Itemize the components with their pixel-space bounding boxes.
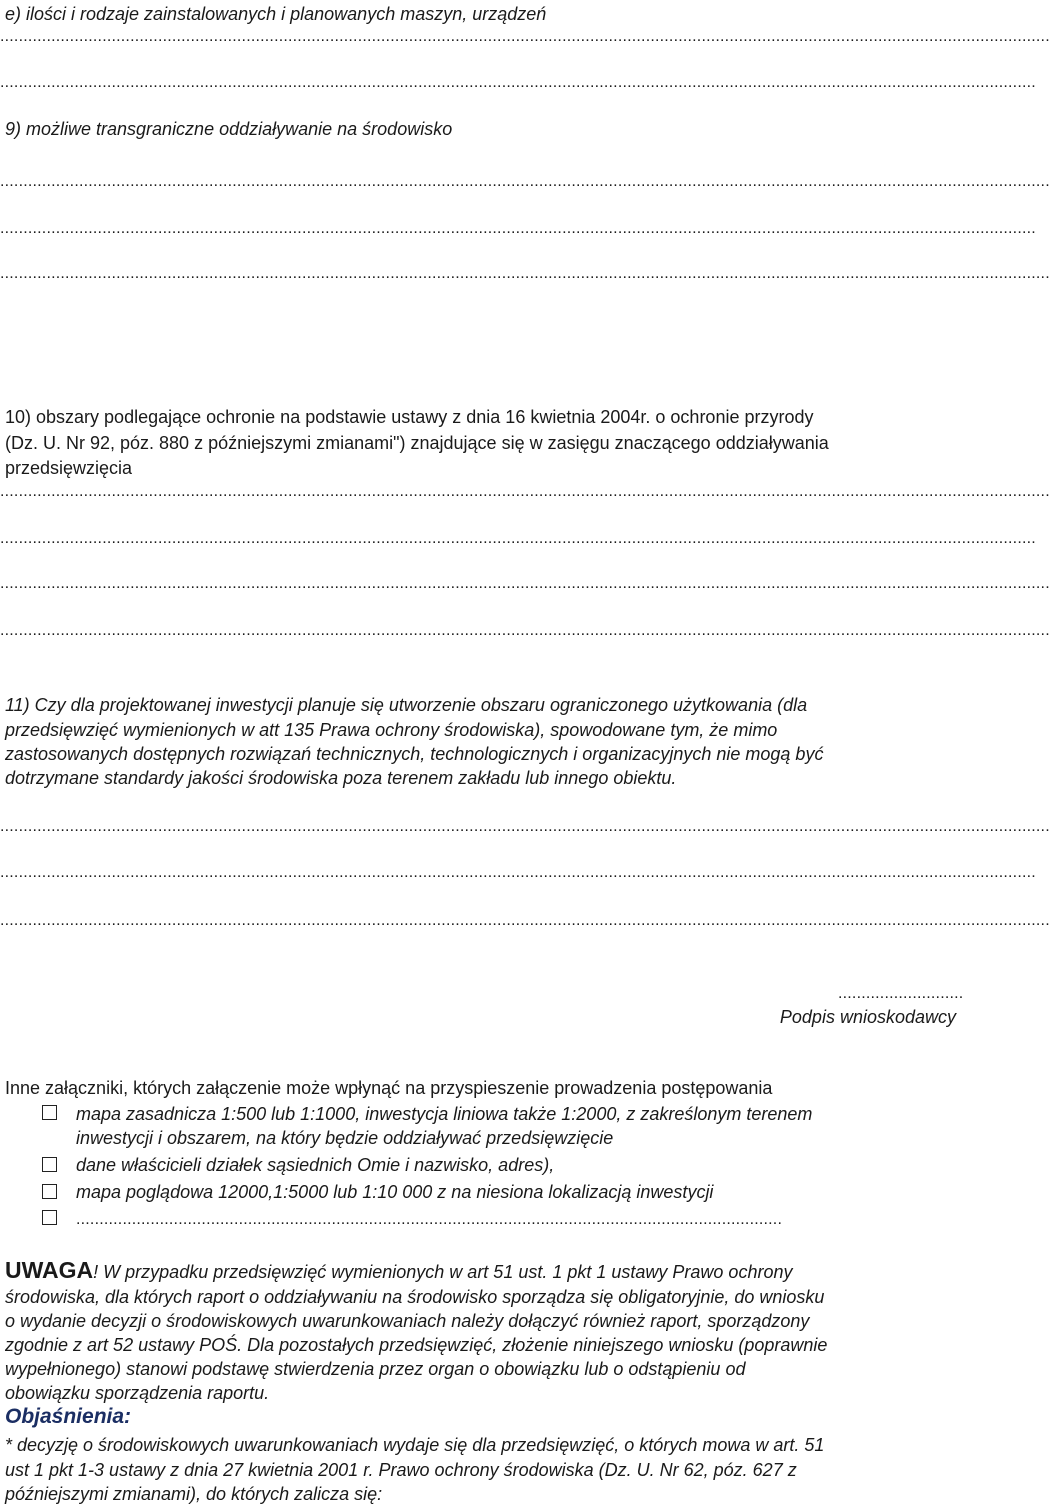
checkbox-icon[interactable] — [42, 1210, 57, 1225]
answer-line[interactable]: ............................................................................................................................................................................................................................... — [0, 74, 1036, 91]
checkbox-icon[interactable] — [42, 1105, 57, 1120]
section-10-heading-cont: (Dz. U. Nr 92, póz. 880 z późniejszymi zmianami") znajdujące się w zasięgu znaczącego oddziaływania — [5, 433, 829, 453]
answer-line[interactable]: .................................................................................................................................................................................................................................. — [0, 818, 1050, 835]
uwaga-text: obowiązku sporządzenia raportu. — [5, 1383, 270, 1403]
answer-line[interactable]: .................................................................................................................................................................................................................................. — [0, 912, 1050, 929]
signature-line[interactable]: ........................... — [838, 985, 964, 1002]
attachment-item-label: dane właścicieli działek sąsiednich Omie i nazwisko, adres), — [76, 1155, 555, 1175]
answer-line[interactable]: .................................................................................................................................................................................................................................. — [0, 575, 1050, 592]
checkbox-icon[interactable] — [42, 1157, 57, 1172]
attachments-heading: Inne załączniki, których załączenie może wpłynąć na przyspieszenie prowadzenia postępowania — [5, 1078, 773, 1098]
uwaga-text: o wydanie decyzji o środowiskowych uwarunkowaniach należy dołączyć również raport, sporządzony — [5, 1311, 810, 1331]
answer-line[interactable]: .................................................................................................................................................................................................................................. — [0, 622, 1050, 639]
checkbox-icon[interactable] — [42, 1184, 57, 1199]
section-10-heading-cont: przedsięwzięcia — [5, 458, 133, 478]
objasnienia-text: * decyzję o środowiskowych uwarunkowaniach wydaje się dla przedsięwzięć, o których mowa w art. 51 — [5, 1435, 825, 1455]
attachment-item-other-line[interactable]: ........................................................................................................................................................ — [76, 1211, 783, 1228]
answer-line[interactable]: .................................................................................................................................................................................................................................. — [0, 265, 1050, 282]
signature-label: Podpis wnioskodawcy — [779, 1007, 956, 1027]
section-9-heading: 9) możliwe transgraniczne oddziaływanie na środowisko — [5, 119, 453, 139]
answer-line[interactable]: ............................................................................................................................................................................................................................... — [0, 220, 1036, 237]
objasnienia-text: ust 1 pkt 1-3 ustawy z dnia 27 kwietnia 2001 r. Prawo ochrony środowiska (Dz. U. Nr 62, póz. 627 z — [5, 1460, 797, 1480]
section-10-heading: 10) obszary podlegające ochronie na podstawie ustawy z dnia 16 kwietnia 2004r. o ochronie przyrody — [5, 407, 814, 427]
section-11-heading-cont: dotrzymane standardy jakości środowiska poza terenem zakładu lub innego obiektu. — [5, 768, 677, 788]
section-11-heading-cont: przedsięwzięć wymienionych w att 135 Prawa ochrony środowiska), spowodowane tym, że mimo — [5, 720, 778, 740]
answer-line[interactable]: .................................................................................................................................................................................................................................. — [0, 483, 1050, 500]
objasnienia-heading: Objaśnienia: — [5, 1405, 132, 1428]
answer-line[interactable]: .................................................................................................................................................................................................................................. — [0, 28, 1050, 45]
uwaga-line — [5, 1257, 792, 1285]
section-e-heading: e) ilości i rodzaje zainstalowanych i planowanych maszyn, urządzeń — [5, 4, 547, 24]
attachment-item-label: mapa zasadnicza 1:500 lub 1:1000, inwestycja liniowa także 1:2000, z zakreślonym terenem — [76, 1104, 813, 1124]
objasnienia-text: późniejszymi zmianami), do których zalicza się: — [5, 1484, 383, 1504]
uwaga-label: UWAGA — [5, 1257, 94, 1283]
answer-line[interactable]: .................................................................................................................................................................................................................................. — [0, 173, 1050, 190]
section-11-heading-cont: zastosowanych dostępnych rozwiązań technicznych, technologicznych i organizacyjnych nie mogą być — [5, 744, 824, 764]
answer-line[interactable]: ............................................................................................................................................................................................................................... — [0, 530, 1036, 547]
attachment-item-label: mapa poglądowa 12000,1:5000 lub 1:10 000 z na niesiona lokalizacją inwestycji — [76, 1182, 714, 1202]
attachment-item-label-cont: inwestycji i obszarem, na który będzie oddziaływać przedsięwzięcie — [76, 1128, 614, 1148]
section-11-heading: 11) Czy dla projektowanej inwestycji planuje się utworzenie obszaru ograniczonego użytkowania (dla — [5, 695, 808, 715]
uwaga-text: ! W przypadku przedsięwzięć wymienionych w art 51 ust. 1 pkt 1 ustawy Prawo ochrony — [93, 1262, 793, 1282]
uwaga-text: zgodnie z art 52 ustawy POŚ. Dla pozostałych przedsięwzięć, złożenie niniejszego wniosku (poprawnie — [5, 1335, 828, 1355]
uwaga-text: środowiska, dla których raport o oddziaływaniu na środowisko sporządza się obligatoryjnie, do wniosku — [5, 1287, 825, 1307]
answer-line[interactable]: ............................................................................................................................................................................................................................... — [0, 864, 1036, 881]
uwaga-text: wypełnionego) stanowi podstawę stwierdzenia przez organ o obowiązku lub o odstąpieniu od — [5, 1359, 746, 1379]
